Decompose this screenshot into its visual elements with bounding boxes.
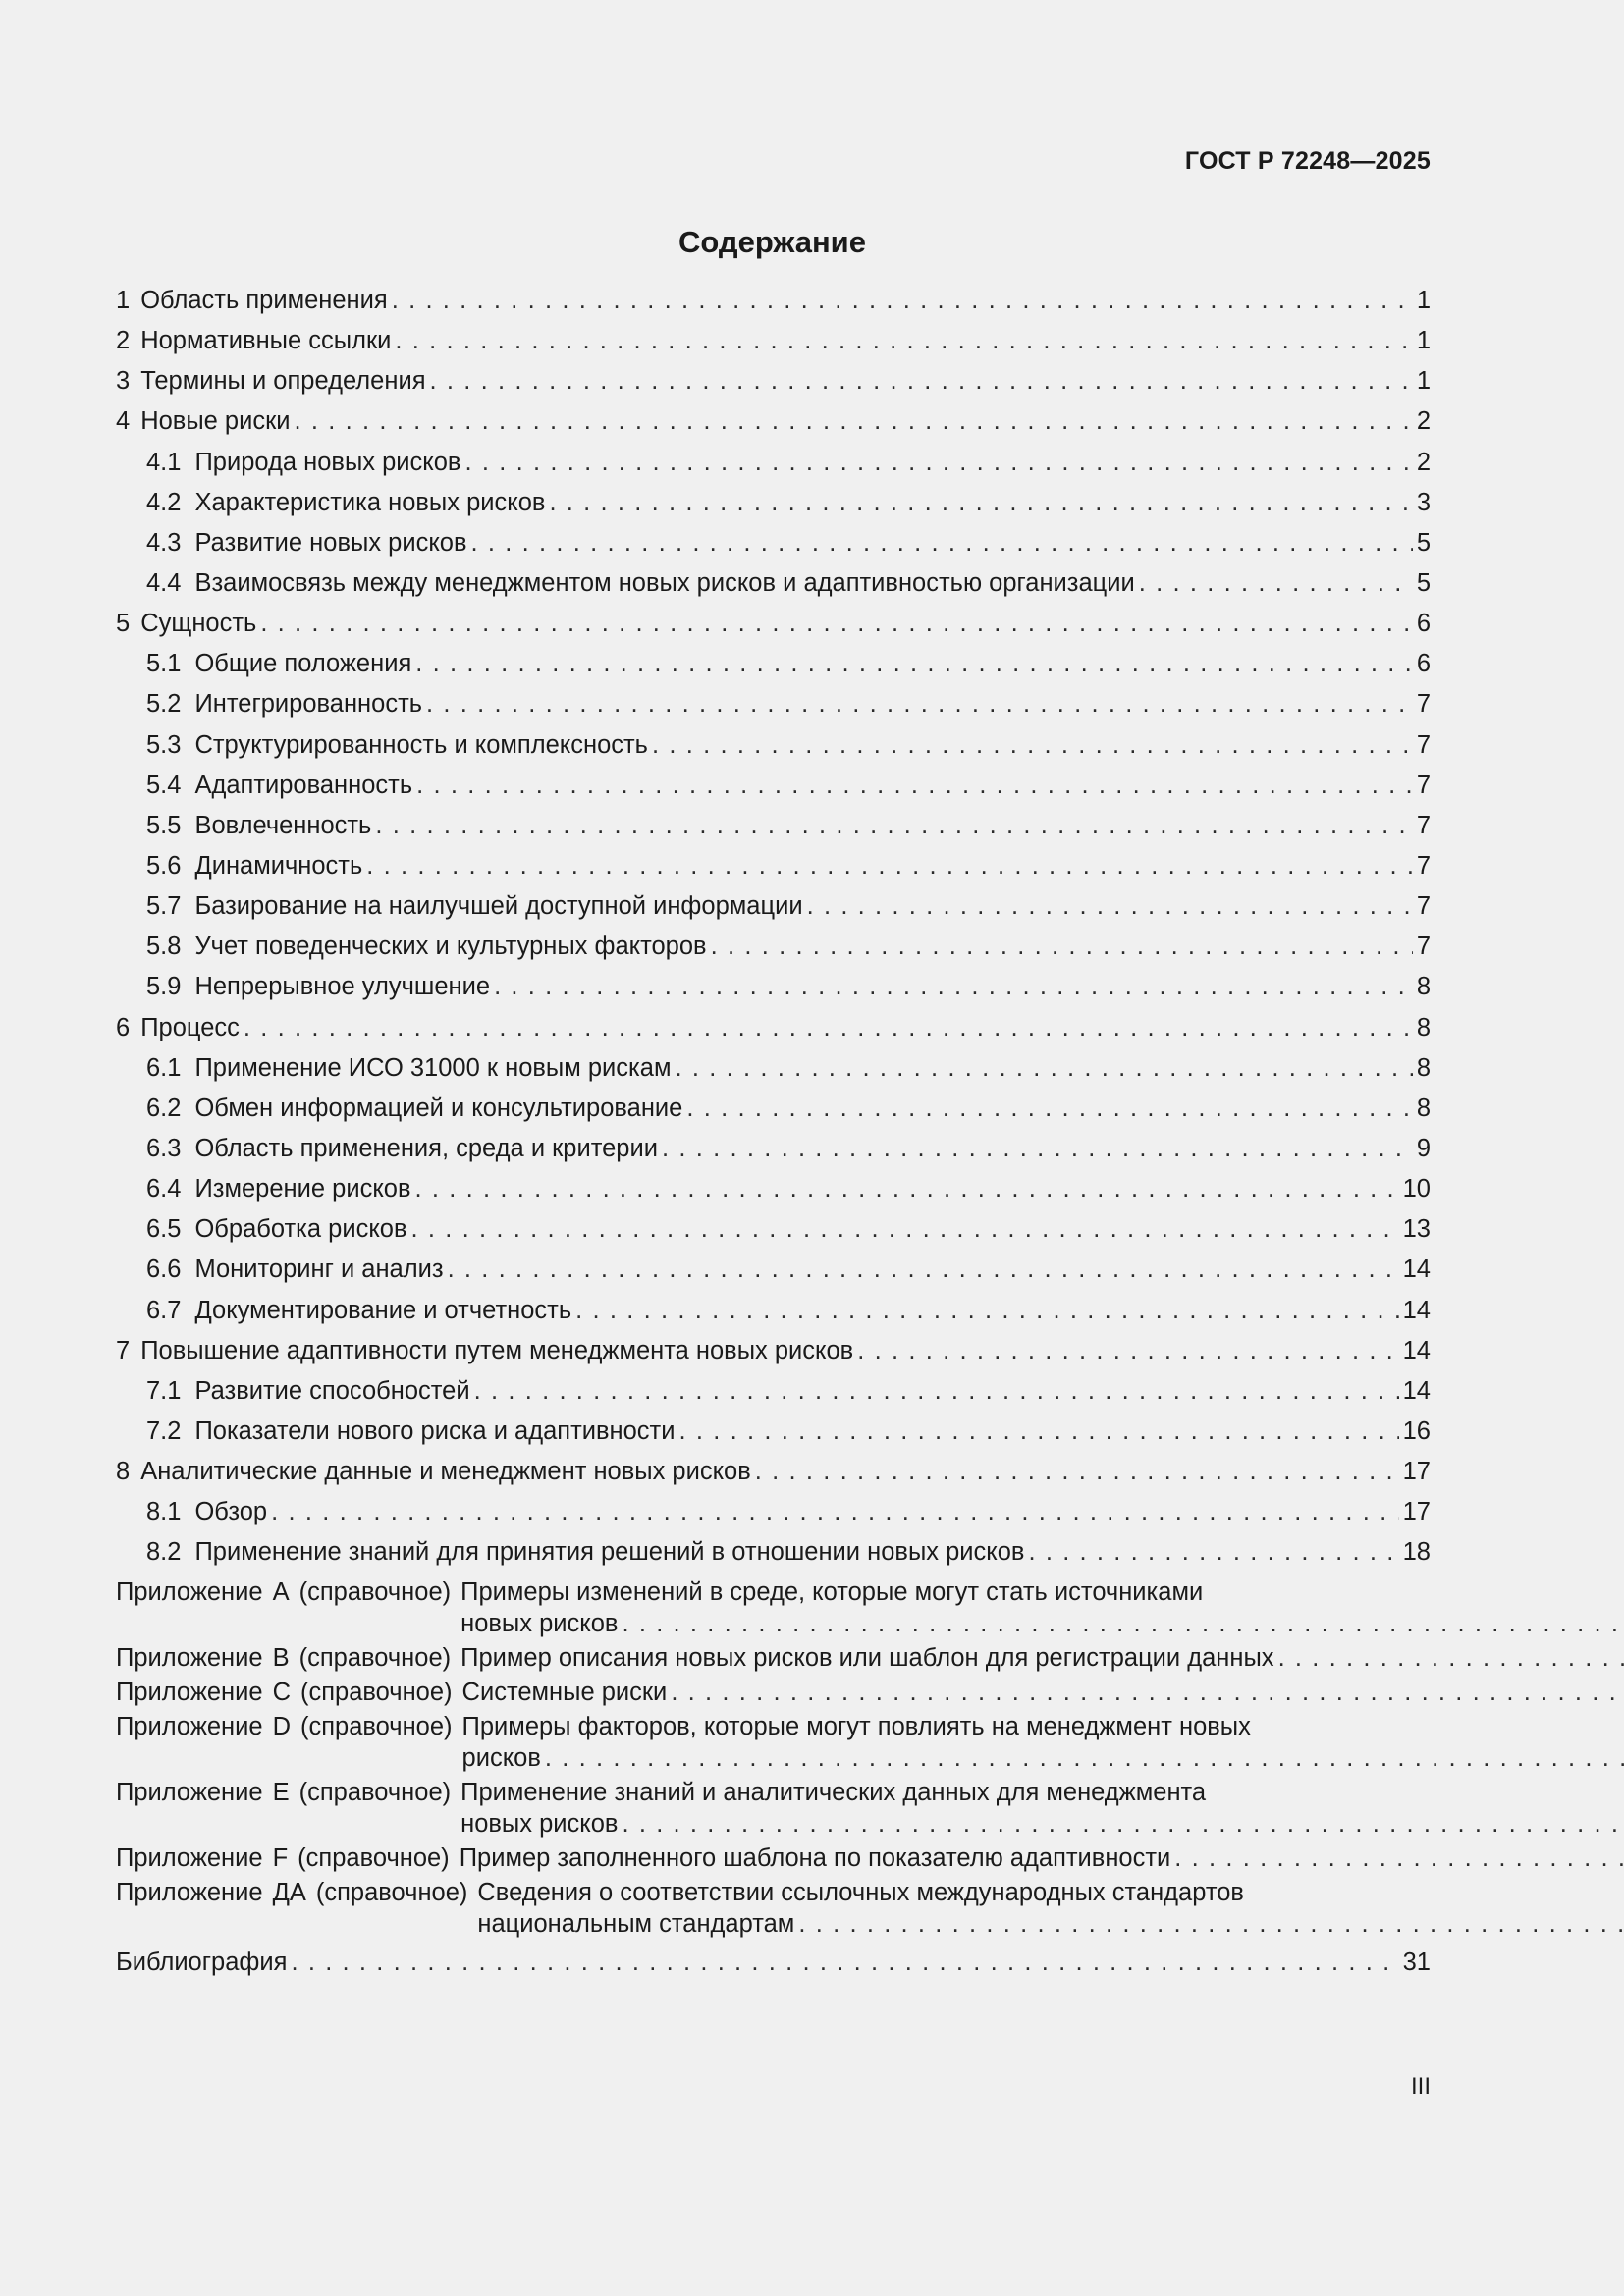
toc-entry[interactable] [116,967,1431,1007]
toc-entry-label: Характеристика новых рисков [194,488,546,516]
toc-entry-page: 7 [1416,851,1431,880]
annex-title [477,1877,1624,1940]
toc-entry[interactable] [116,1008,1431,1048]
dot-leader [545,1742,1624,1774]
dot-leader [575,1291,1399,1331]
toc-entry-page: 8 [1416,1013,1431,1041]
annex-letter: B [272,1643,290,1672]
toc-entry-number: 4 [116,407,131,436]
toc-entry-page: 8 [1416,1094,1431,1122]
annex-heading [116,1642,460,1674]
dot-leader [857,1331,1398,1371]
toc-entry-page: 8 [1416,973,1431,1001]
toc-entry[interactable] [116,1371,1431,1412]
dot-leader [755,1452,1399,1492]
dot-leader [662,1129,1413,1169]
dot-leader [415,644,1413,684]
toc-entry-page: 5 [1416,568,1431,597]
dot-leader [807,886,1413,927]
toc-entry-page: 8 [1416,1053,1431,1082]
annex-title-line1: Примеры факторов, которые могут повлиять на менеджмент новых [461,1712,1251,1740]
dot-leader [291,1943,1398,1983]
annex-prefix: Приложение [116,1678,263,1706]
toc-entry-page: 14 [1402,1336,1431,1364]
toc-entry-number: 3 [116,367,131,396]
dot-leader [366,846,1413,886]
toc-entry[interactable] [116,523,1431,563]
toc-entry-label: Общие положения [194,650,412,678]
toc-entry-number: 4.1 [146,448,182,476]
toc-entry-number: 6.1 [146,1053,182,1082]
toc-entry-label: Область применения [140,287,388,314]
dot-leader [426,684,1413,724]
toc-entry[interactable] [116,1169,1431,1209]
annex-title [462,1711,1624,1774]
toc-entry-label: Непрерывное улучшение [194,973,491,1001]
annex-kind: (справочное) [300,1712,453,1740]
dot-leader [260,604,1413,644]
annex-prefix: Приложение [116,1712,263,1740]
toc-entry[interactable] [116,766,1431,806]
toc-bibliography[interactable] [116,1943,1431,1983]
annex-prefix: Приложение [116,1778,263,1806]
annex-letter: D [272,1712,291,1740]
dot-leader [711,927,1413,967]
toc-entry-number: 6.2 [146,1094,182,1122]
annex-heading [116,1576,460,1608]
toc-entry[interactable] [116,1291,1431,1331]
toc-entry-number: 6.6 [146,1255,182,1284]
dot-leader [411,1209,1399,1250]
dot-leader [549,483,1412,523]
annex-heading [116,1677,462,1708]
toc-entry-label: Вовлеченность [194,811,372,839]
toc-entry-number: 5.2 [146,690,182,719]
toc-entry[interactable] [116,725,1431,766]
annex-kind: (справочное) [315,1878,468,1906]
toc-entry[interactable] [116,806,1431,846]
annex-prefix: Приложение [116,1643,263,1672]
toc-entry-number: 5.1 [146,650,182,678]
annex-heading [116,1877,477,1908]
toc-entry-number: 4.2 [146,488,182,516]
toc-entry-label: Применение ИСО 31000 к новым рискам [194,1053,672,1082]
annex-kind: (справочное) [298,1577,452,1606]
annex-title-line2 [462,1742,1624,1774]
toc-entry-page: 1 [1416,367,1431,396]
dot-leader [375,806,1412,846]
toc-entry[interactable] [116,1129,1431,1169]
toc-entry[interactable] [116,401,1431,442]
toc-entry-number: 4.3 [146,528,182,557]
annex-prefix: Приложение [116,1577,263,1606]
annex-title [462,1677,1624,1708]
toc-entry-number: 7.2 [146,1416,182,1445]
annex-title [460,1842,1624,1874]
toc-entry-number: 5 [116,610,131,638]
dot-leader [1278,1642,1624,1674]
annex-letter: ДА [272,1878,306,1906]
toc-entry-label: Динамичность [194,851,363,880]
dot-leader [675,1048,1412,1089]
annex-title-end: новых рисков [460,1609,619,1637]
annex-letter: F [272,1843,289,1872]
toc-entry-page: 17 [1402,1458,1431,1486]
toc-entry-page: 9 [1416,1134,1431,1162]
toc-entry-label: Обзор [194,1498,268,1526]
dot-leader [392,281,1413,321]
toc-entry-number: 5.4 [146,771,182,799]
annex-title-line1: Применение знаний и аналитических данных для менеджмента [460,1778,1207,1806]
toc-entry[interactable] [116,483,1431,523]
toc-entry[interactable] [116,563,1431,604]
toc-entry-number: 4.4 [146,568,182,597]
toc-entry-number: 5.3 [146,730,182,759]
toc-annex-entry[interactable] [116,1642,1431,1674]
toc-entry-page: 14 [1402,1376,1431,1405]
annex-title-line2 [477,1908,1624,1940]
toc-annex-entry[interactable] [116,1576,1431,1639]
dot-leader [1028,1532,1398,1573]
toc-entry[interactable] [116,1089,1431,1129]
toc-entry-label: Термины и определения [140,367,426,396]
dot-leader [494,967,1413,1007]
toc-entry-label: Сущность [140,610,257,638]
toc-entry-page: 17 [1402,1498,1431,1526]
toc-entry-page: 7 [1416,933,1431,961]
annex-title-end: национальным стандартам [477,1909,795,1938]
toc-entry-number: 2 [116,327,131,355]
toc-entry-page: 7 [1416,730,1431,759]
annex-heading [116,1842,460,1874]
toc-entry-label: Природа новых рисков [194,448,461,476]
toc-entry-number: 5.7 [146,892,182,921]
dot-leader [652,725,1413,766]
toc-entry-page: 13 [1402,1215,1431,1244]
dot-leader [1174,1842,1624,1874]
table-of-contents [116,281,1431,1983]
toc-entry-page: 6 [1416,650,1431,678]
annex-title [460,1642,1624,1674]
toc-entry-label: Аналитические данные и менеджмент новых рисков [140,1458,751,1486]
toc-entry-number: 6 [116,1013,131,1041]
toc-entry-label: Обработка рисков [194,1215,407,1244]
annex-letter: A [272,1577,290,1606]
toc-entry-number: 7.1 [146,1376,182,1405]
annex-prefix: Приложение [116,1843,263,1872]
toc-entry-label: Процесс [140,1013,240,1041]
toc-entry-number: 5.9 [146,973,182,1001]
annex-title-line1: Примеры изменений в среде, которые могут стать источниками [460,1577,1204,1606]
toc-annex-entry[interactable] [116,1677,1431,1708]
dot-leader [464,443,1412,483]
toc-entry-number: 6.3 [146,1134,182,1162]
dot-leader [244,1008,1413,1048]
toc-entry-page: 10 [1402,1175,1431,1203]
toc-entry-number: 8.1 [146,1498,182,1526]
dot-leader [474,1371,1399,1412]
dot-leader [1139,563,1413,604]
annex-title-line1: Пример заполненного шаблона по показателю адаптивности [459,1843,1171,1872]
annex-title-line2 [460,1808,1624,1840]
toc-entry-label: Взаимосвязь между менеджментом новых рисков и адаптивностью организации [194,568,1135,597]
toc-title: Содержание [678,225,866,259]
toc-entry-page: 1 [1416,287,1431,314]
toc-entry[interactable] [116,361,1431,401]
toc-annex-entry[interactable] [116,1877,1431,1940]
toc-entry-number: 5.8 [146,933,182,961]
annex-heading [116,1777,460,1808]
toc-entry-label: Развитие новых рисков [194,528,467,557]
page-number: III [1410,2073,1431,2100]
toc-entry-label: Структурированность и комплексность [194,730,648,759]
toc-entry-label: Интегрированность [194,690,423,719]
annex-kind: (справочное) [300,1678,453,1706]
toc-annex-entry[interactable] [116,1711,1431,1774]
toc-entry-page: 14 [1402,1296,1431,1324]
dot-leader [471,523,1413,563]
toc-entry-number: 6.4 [146,1175,182,1203]
bibliography-page: 31 [1402,1948,1431,1976]
toc-entry-page: 5 [1416,528,1431,557]
toc-entry[interactable] [116,644,1431,684]
dot-leader [679,1412,1399,1452]
toc-entry-label: Применение знаний для принятия решений в отношении новых рисков [194,1538,1025,1567]
toc-entry-page: 6 [1416,610,1431,638]
annex-title-line2 [460,1608,1624,1639]
toc-entry-label: Развитие способностей [194,1376,470,1405]
doc-code: ГОСТ Р 72248—2025 [1184,147,1431,175]
toc-entry-number: 1 [116,287,131,314]
dot-leader [622,1608,1624,1639]
dot-leader [430,361,1413,401]
toc-entry-label: Адаптированность [194,771,413,799]
annex-title-line1: Системные риски [461,1678,668,1706]
toc-entry-number: 7 [116,1336,131,1364]
toc-entry-page: 2 [1416,407,1431,436]
dot-leader [448,1250,1399,1290]
dot-leader [622,1808,1624,1840]
toc-entry[interactable] [116,1209,1431,1250]
toc-entry[interactable] [116,886,1431,927]
toc-entry[interactable] [116,846,1431,886]
toc-entry[interactable] [116,443,1431,483]
annex-kind: (справочное) [298,1843,450,1872]
toc-annex-entry[interactable] [116,1777,1431,1840]
dot-leader [395,321,1412,361]
annex-letter: E [272,1778,290,1806]
annex-letter: C [272,1678,291,1706]
annex-title-line1: Сведения о соответствии ссылочных международных стандартов [477,1878,1244,1906]
toc-entry-number: 5.6 [146,851,182,880]
toc-entry[interactable] [116,281,1431,321]
annex-title-line1: Пример описания новых рисков или шаблон для регистрации данных [460,1643,1274,1672]
dot-leader [671,1677,1624,1708]
dot-leader [686,1089,1412,1129]
toc-entry-number: 6.7 [146,1296,182,1324]
toc-entry-page: 7 [1416,892,1431,921]
toc-entry-label: Область применения, среда и критерии [194,1134,658,1162]
toc-entry[interactable] [116,1331,1431,1371]
toc-entry-page: 3 [1416,488,1431,516]
toc-entry-page: 16 [1402,1416,1431,1445]
toc-entry-page: 7 [1416,771,1431,799]
toc-entry-page: 1 [1416,327,1431,355]
toc-entry[interactable] [116,1250,1431,1290]
toc-entry[interactable] [116,684,1431,724]
toc-entry-page: 18 [1402,1538,1431,1567]
toc-entry-page: 7 [1416,690,1431,719]
toc-entry-label: Нормативные ссылки [140,327,392,355]
toc-entry-label: Показатели нового риска и адаптивности [194,1416,676,1445]
annex-prefix: Приложение [116,1878,263,1906]
annex-kind: (справочное) [298,1778,452,1806]
toc-entry-page: 14 [1402,1255,1431,1284]
dot-leader [415,1169,1399,1209]
toc-entry[interactable] [116,1452,1431,1492]
toc-entry-number: 5.5 [146,811,182,839]
toc-entry-label: Базирование на наилучшей доступной информации [194,892,803,921]
annex-title-end: рисков [461,1743,541,1772]
toc-entry[interactable] [116,321,1431,361]
toc-annex-entry[interactable] [116,1842,1431,1874]
toc-entry[interactable] [116,1492,1431,1532]
toc-entry-label: Повышение адаптивности путем менеджмента новых рисков [140,1336,854,1364]
toc-entry-label: Документирование и отчетность [194,1296,572,1324]
dot-leader [271,1492,1399,1532]
annex-title-end: новых рисков [460,1809,619,1838]
toc-entry-label: Обмен информацией и консультирование [194,1094,683,1122]
toc-entry-number: 6.5 [146,1215,182,1244]
toc-entry-label: Новые риски [140,407,291,436]
dot-leader [416,766,1413,806]
toc-entry-page: 7 [1416,811,1431,839]
toc-entry[interactable] [116,1412,1431,1452]
annex-title [460,1576,1624,1639]
annex-title [460,1777,1624,1840]
bibliography-label: Библиография [116,1948,288,1976]
toc-entry[interactable] [116,604,1431,644]
toc-entry-number: 8.2 [146,1538,182,1567]
toc-entry[interactable] [116,1532,1431,1573]
toc-entry[interactable] [116,1048,1431,1089]
toc-entry-label: Учет поведенческих и культурных факторов [194,933,707,961]
dot-leader [798,1908,1624,1940]
toc-entry-number: 8 [116,1458,131,1486]
toc-entry-label: Мониторинг и анализ [194,1255,444,1284]
toc-entry-page: 2 [1416,448,1431,476]
annex-kind: (справочное) [298,1643,452,1672]
dot-leader [295,401,1413,442]
annex-heading [116,1711,462,1742]
toc-entry[interactable] [116,927,1431,967]
toc-entry-label: Измерение рисков [194,1175,411,1203]
